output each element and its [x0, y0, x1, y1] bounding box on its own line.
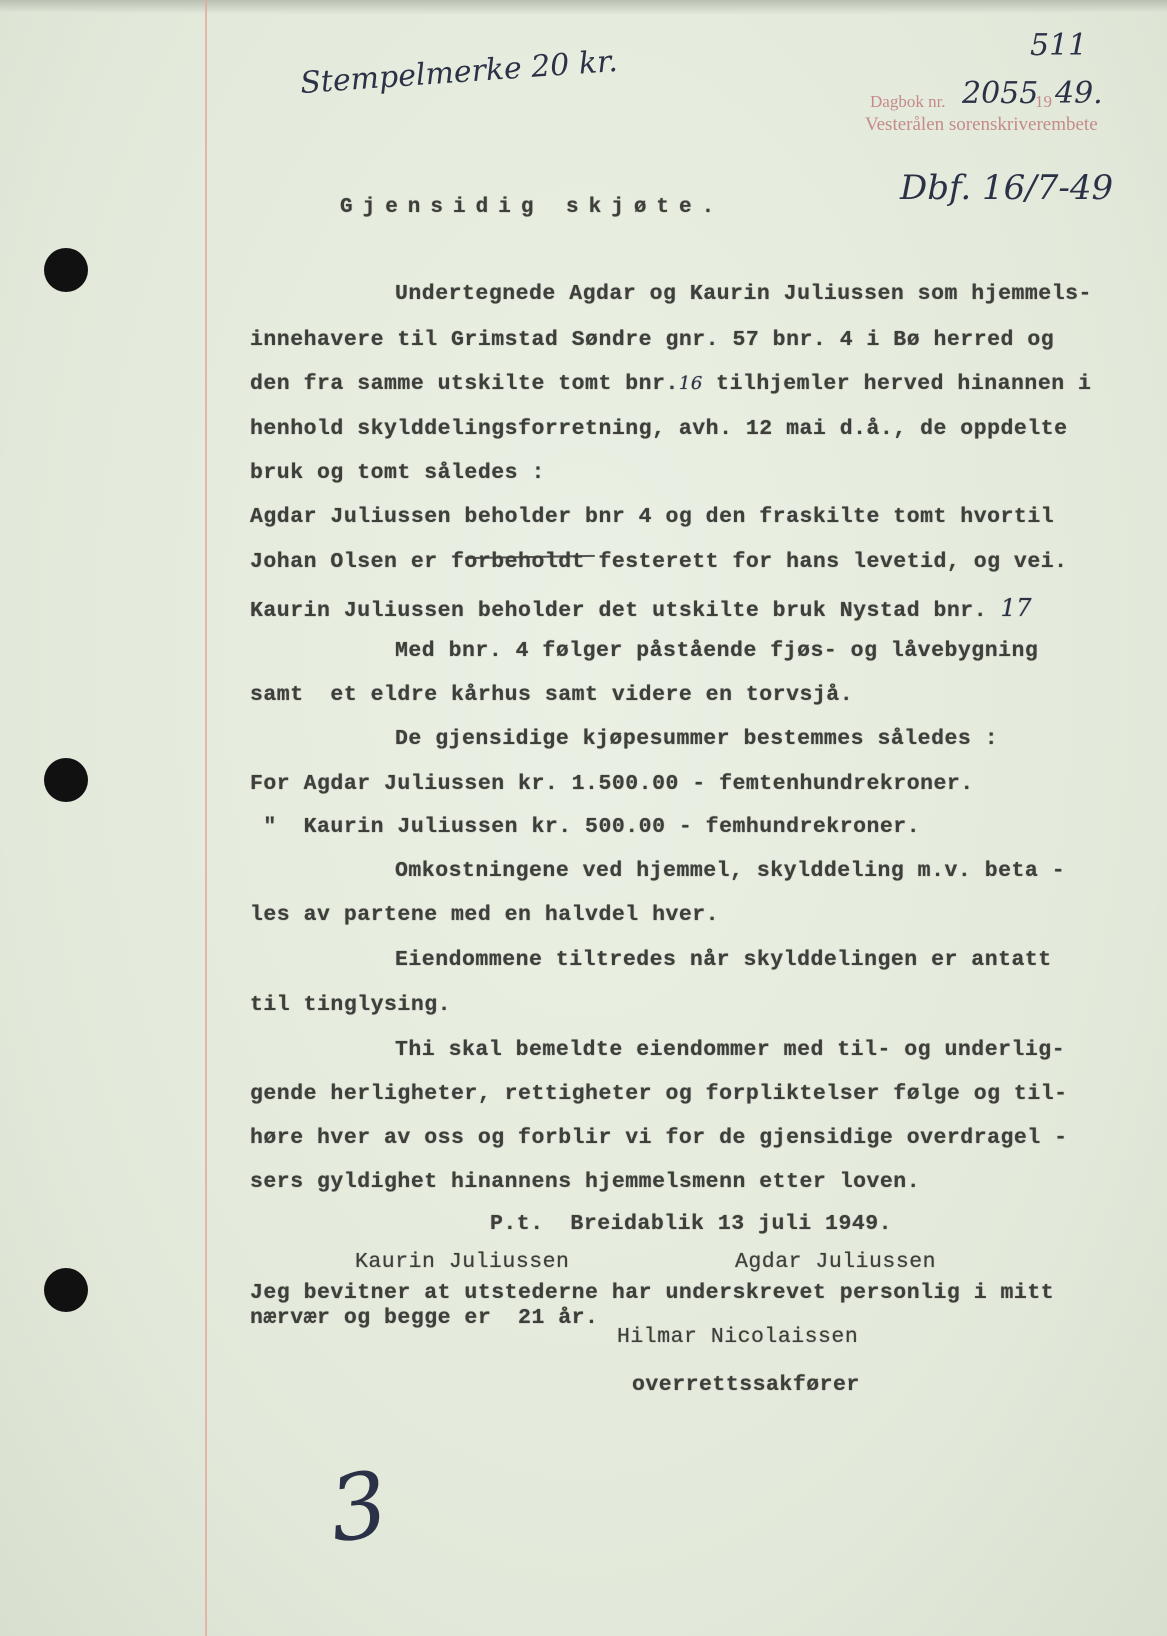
text-line: samt et eldre kårhus samt videre en torvsjå.	[250, 683, 854, 707]
text-segment: den fra samme utskilte tomt bnr.	[250, 372, 679, 396]
punch-hole	[44, 1268, 88, 1312]
signature-right: Agdar Juliussen	[735, 1250, 937, 1274]
signature-left: Kaurin Juliussen	[355, 1250, 570, 1274]
stamp-year-prefix: 19	[1035, 92, 1052, 111]
stamp-office: Vesterålen sorenskriverembete	[865, 114, 1098, 135]
scan-edge	[0, 0, 1167, 14]
document-title: Gjensidig skjøte.	[340, 196, 725, 219]
text-line: sers gyldighet hinannens hjemmelsmenn etter loven.	[250, 1170, 921, 1194]
stamp-duty-note: Stempelmerke 20 kr.	[299, 43, 619, 102]
stamp-dagbok-label: Dagbok nr.	[870, 92, 946, 111]
page-number: 511	[1030, 28, 1088, 63]
text-line: Johan Olsen er forbeholdt festerett for hans levetid, og vei.	[250, 550, 1068, 574]
margin-line	[205, 0, 207, 1636]
punch-hole	[44, 758, 88, 802]
witness-line: nærvær og begge er 21 år.	[250, 1306, 599, 1330]
witness-title: overrettssakfører	[632, 1373, 860, 1397]
handwritten-mark: 3	[322, 1451, 395, 1564]
text-line: Undertegnede Agdar og Kaurin Juliussen som hjemmels-	[395, 282, 1092, 306]
handwritten-bnr: 17	[1000, 594, 1033, 622]
text-line: les av partene med en halvdel hver.	[250, 903, 720, 927]
text-line	[250, 372, 1091, 396]
text-line: bruk og tomt således :	[250, 461, 545, 485]
text-line: høre hver av oss og forblir vi for de gjensidige overdragel -	[250, 1126, 1068, 1150]
punch-hole	[44, 248, 88, 292]
text-segment: tilhjemler herved hinannen i	[702, 372, 1092, 396]
witness-line: Jeg bevitner at utstederne har underskrevet personlig i mitt	[250, 1281, 1055, 1305]
handwritten-bnr: 16	[678, 373, 703, 394]
text-line: " Kaurin Juliussen kr. 500.00 - femhundrekroner.	[250, 815, 921, 839]
dagbok-number: 2055	[962, 76, 1039, 111]
dbf-note: Dbf. 16/7-49	[900, 168, 1114, 208]
text-line: Omkostningene ved hjemmel, skylddeling m.v. beta -	[395, 859, 1066, 883]
text-line: gende herligheter, rettigheter og forpliktelser følge og til-	[250, 1082, 1068, 1106]
dagbok-year: 49.	[1055, 76, 1103, 111]
text-line: Agdar Juliussen beholder bnr 4 og den fraskilte tomt hvortil	[250, 505, 1055, 529]
place-date: P.t. Breidablik 13 juli 1949.	[490, 1212, 893, 1236]
text-line: henhold skylddelingsforretning, avh. 12 mai d.å., de oppdelte	[250, 417, 1068, 441]
text-segment: Kaurin Juliussen beholder det utskilte bruk Nystad bnr.	[250, 599, 1001, 623]
text-line: De gjensidige kjøpesummer bestemmes således :	[395, 727, 999, 751]
text-line: Eiendommene tiltredes når skylddelingen er antatt	[395, 948, 1052, 972]
text-line: Med bnr. 4 følger påstående fjøs- og låvebygning	[395, 639, 1039, 663]
witness-name: Hilmar Nicolaissen	[617, 1325, 859, 1349]
text-line: For Agdar Juliussen kr. 1.500.00 - femtenhundrekroner.	[250, 772, 974, 796]
text-line: innehavere til Grimstad Søndre gnr. 57 bnr. 4 i Bø herred og	[250, 328, 1055, 352]
text-line: til tinglysing.	[250, 993, 452, 1017]
text-line: Thi skal bemeldte eiendommer med til- og underlig-	[395, 1038, 1066, 1062]
text-line	[250, 594, 1032, 623]
